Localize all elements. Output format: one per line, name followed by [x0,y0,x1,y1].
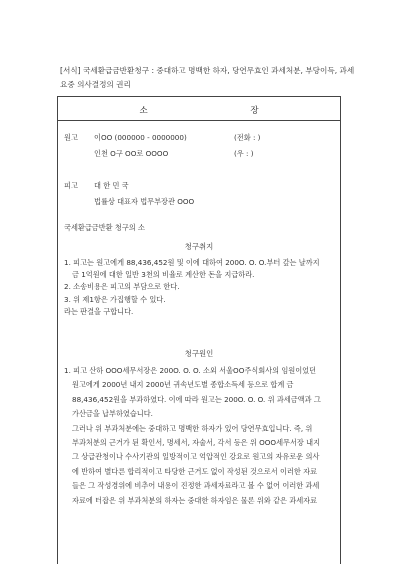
plaintiff-zip: (우 : ) [234,149,254,158]
claim-item: 3. 위 제1항은 가집행할 수 있다. [64,294,166,304]
reason-line: 에 반하여 별다른 합리적이고 타당한 근거도 없이 작성된 것으로서 이러한 자료 [72,466,318,476]
form-header-note: [서식] 국세환급금반환청구 : 중대하고 명백한 하자, 당연무효인 과세처분, 부당이득, 과세요중 의사결정의 권리 [60,66,355,89]
document-title: 소 장 [57,104,341,121]
reason-line: 88,436,452원을 부과하였다. 이에 따라 원고는 200O. O. O. 위 과세금액과 그 [72,394,321,404]
defendant-representative: 법률상 대표자 법무부장관 OOO [94,197,195,206]
claim-items [64,257,334,318]
reason-section-title: 청구원인 [184,349,214,358]
reason-body [64,364,334,508]
claim-item: 2. 소송비용은 피고의 부담으로 한다. [64,282,180,292]
plaintiff-name: 이OO (000000 - 0000000) [94,133,187,142]
reason-line: 자료에 터잡은 위 부과처분의 하자는 중대한 하자임은 물론 위와 같은 과세자료 [72,495,318,505]
case-name: 국세환급금반환 청구의 소 [64,223,145,232]
plaintiff-address: 인천 O구 OO로 OOOO [94,149,169,158]
claim-section-title: 청구취지 [184,242,214,251]
reason-line: 부과처분의 근거가 된 확인서, 명세서, 자술서, 각서 등은 위 OOO세무서장 내지 [72,438,321,448]
claim-item: 라는 판결을 구합니다. [64,306,134,316]
claim-item: 금 1억원에 대한 일반 3천의 비율로 계산한 돈을 지급하라. [72,270,255,280]
reason-line: 그러나 위 부과처분에는 중대하고 명백한 하자가 있어 당연무효입니다. 즉, 위 [72,423,313,433]
reason-line: 그 상급관청이나 수사기관의 일방적이고 억압적인 강요로 원고의 자유로운 의사 [72,452,320,462]
plaintiff-phone: (전화 : ) [234,133,261,142]
claim-item: 1. 피고는 원고에게 88,436,452원 및 이에 대하여 200O. O. O.부터 갚는 날까지 [64,258,320,267]
reason-line: 1. 피고 산하 OOO세무서장은 200O. O. O. 소외 서울OO주식회사의 임원이었던 [64,366,317,375]
reason-line: 가산금을 납부하였습니다. [72,409,153,419]
defendant-label: 피고 [64,181,78,190]
plaintiff-label: 원고 [64,133,78,142]
defendant-name: 대 한 민 국 [94,181,129,190]
reason-line: 원고에게 2000년 내지 2000년 귀속년도별 종합소득세 등으로 합계 금 [72,380,294,390]
reason-line: 들은 그 작성경위에 비추어 내용이 진정한 과세자료라고 볼 수 없어 이러한 과세 [72,481,320,491]
